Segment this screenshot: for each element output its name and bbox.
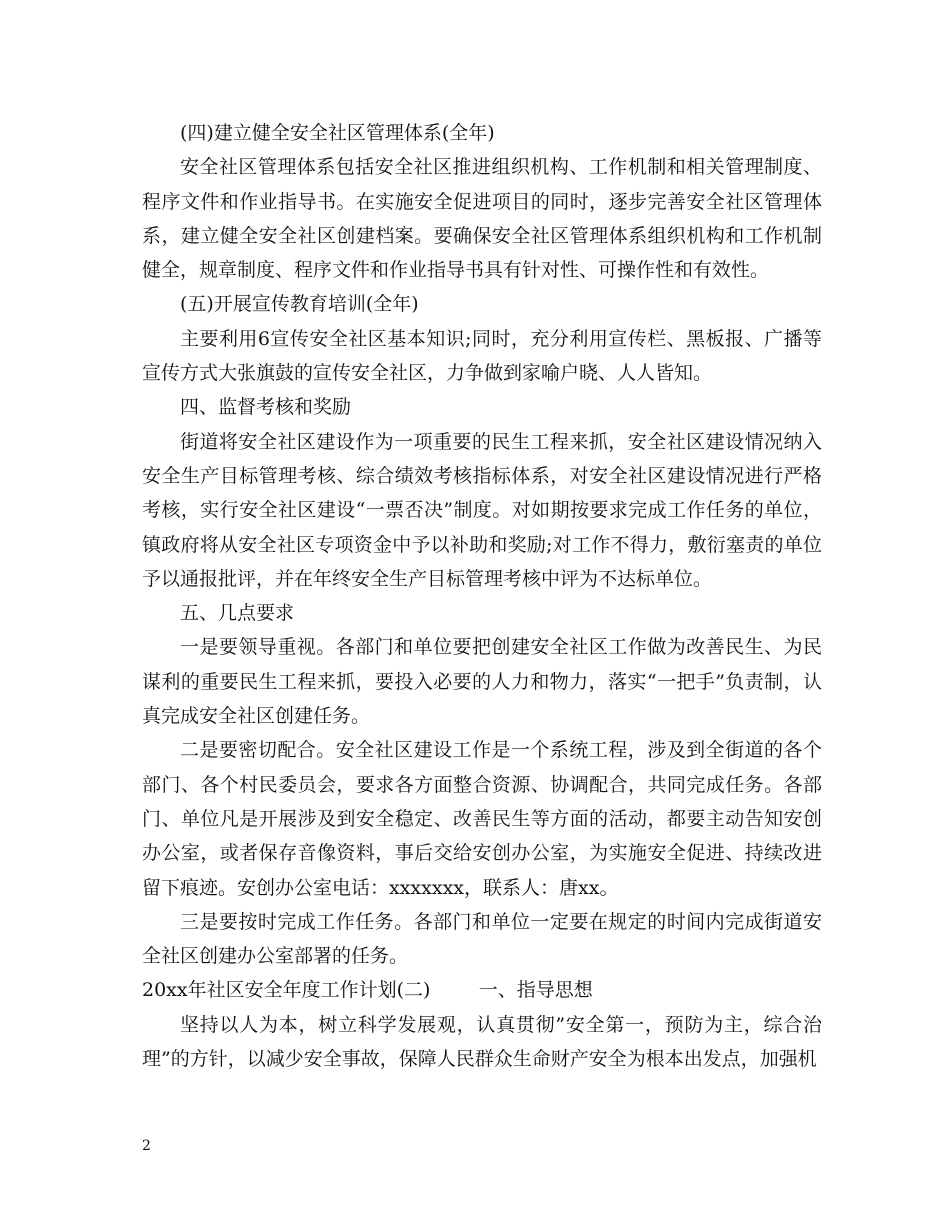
body-paragraph: 坚持以人为本，树立科学发展观，认真贯彻”安全第一，预防为主，综合治理”的方针，以减少安全事故，保障人民群众生命财产安全为根本出发点，加强机 (142, 1013, 822, 1071)
body-paragraph: 三是要按时完成工作任务。各部门和单位一定要在规定的时间内完成街道安全社区创建办公室部署的任务。 (142, 910, 822, 968)
document-body (142, 116, 822, 1076)
section-heading-5: (五)开展宣传教育培训(全年) (180, 293, 419, 316)
body-paragraph: 一是要领导重视。各部门和单位要把创建安全社区工作做为改善民生、为民谋利的重要民生工程来抓，要投入必要的人力和物力，落实“一把手”负责制，认真完成安全社区创建任务。 (142, 636, 822, 728)
section-heading-requirements: 五、几点要求 (180, 602, 295, 625)
section-heading-supervision: 四、监督考核和奖励 (180, 396, 352, 419)
body-paragraph: 街道将安全社区建设作为一项重要的民生工程来抓，安全社区建设情况纳入安全生产目标管理考核、综合绩效考核指标体系，对安全社区建设情况进行严格考核，实行安全社区建设“一票否决”制度。对如期按要求完成工作任务的单位，镇政府将从安全社区专项资金中予以补助和奖励;对工作不得力，敷衍塞责的单位予以通报批评，并在年终安全生产目标管理考核中评为不达标单位。 (142, 430, 822, 590)
body-paragraph: 安全社区管理体系包括安全社区推进组织机构、工作机制和相关管理制度、程序文件和作业指导书。在实施安全促进项目的同时，逐步完善安全社区管理体系，建立健全安全社区创建档案。要确保安全社区管理体系组织机构和工作机制健全，规章制度、程序文件和作业指导书具有针对性、可操作性和有效性。 (142, 156, 822, 282)
body-paragraph: 主要利用6宣传安全社区基本知识;同时，充分利用宣传栏、黑板报、广播等宣传方式大张旗鼓的宣传安全社区，力争做到家喻户晓、人人皆知。 (142, 327, 822, 385)
plan-title-line: 20xx年社区安全年度工作计划(二) 一、指导思想 (142, 979, 593, 1002)
body-paragraph: 二是要密切配合。安全社区建设工作是一个系统工程，涉及到全街道的各个部门、各个村民委员会，要求各方面整合资源、协调配合，共同完成任务。各部门、单位凡是开展涉及到安全稳定、改善民生等方面的活动，都要主动告知安创办公室，或者保存音像资料，事后交给安创办公室，为实施安全促进、持续改进留下痕迹。安创办公室电话：xxxxxxx，联系人：唐xx。 (142, 739, 822, 899)
page-number: 2 (142, 1138, 151, 1154)
section-heading-4: (四)建立健全安全社区管理体系(全年) (180, 122, 495, 144)
